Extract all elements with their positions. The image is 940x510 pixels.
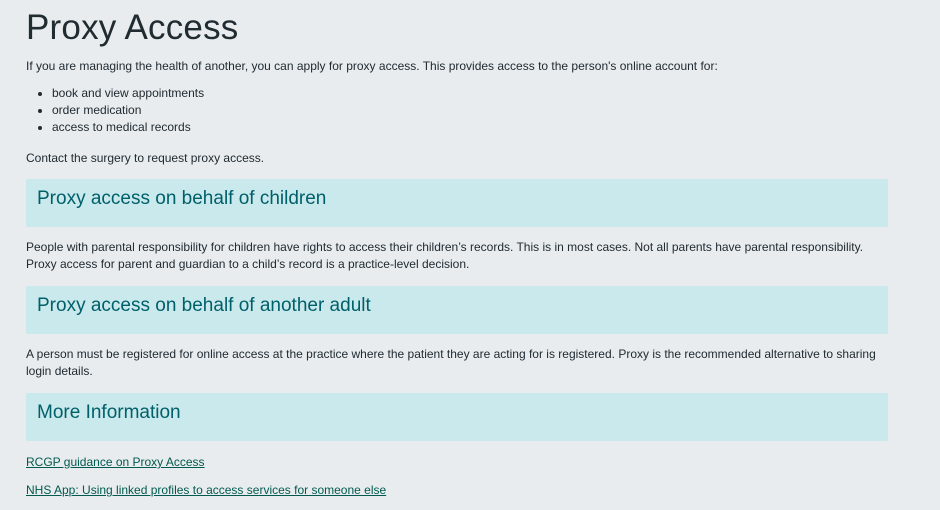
adult-text: A person must be registered for online access at the practice where the patient they are acting for is registered. Proxy is the recommended alternative to sharing login details. [26,347,876,378]
list-item: • order medication [52,102,888,119]
section-header-adult [26,286,888,334]
access-list [26,85,888,136]
section-heading-more-information: More Information [37,402,181,423]
page-title: Proxy Access [26,8,239,47]
list-item: • access to medical records [52,119,888,136]
main-content [26,0,888,510]
section-heading-adult: Proxy access on behalf of another adult [37,295,371,316]
children-text: People with parental responsibility for children have rights to access their children’s records. This is in most cases. Not all parents have parental responsibility. Proxy access for parent and guardian to a child’s record is a practice-level decision. [26,240,864,271]
section-header-children [26,179,888,227]
list-item: • book and view appointments [52,85,888,102]
section-heading-children: Proxy access on behalf of children [37,188,327,209]
nhs-app-linked-profiles-link[interactable]: NHS App: Using linked profiles to access services for someone else [26,483,387,497]
more-information-links [26,454,888,498]
section-header-more-information [26,393,888,441]
rcgp-guidance-link[interactable]: RCGP guidance on Proxy Access [26,455,205,469]
contact-text: Contact the surgery to request proxy access. [26,151,265,165]
intro-text: If you are managing the health of another, you can apply for proxy access. This provides access to the person's online account for: [26,59,718,73]
